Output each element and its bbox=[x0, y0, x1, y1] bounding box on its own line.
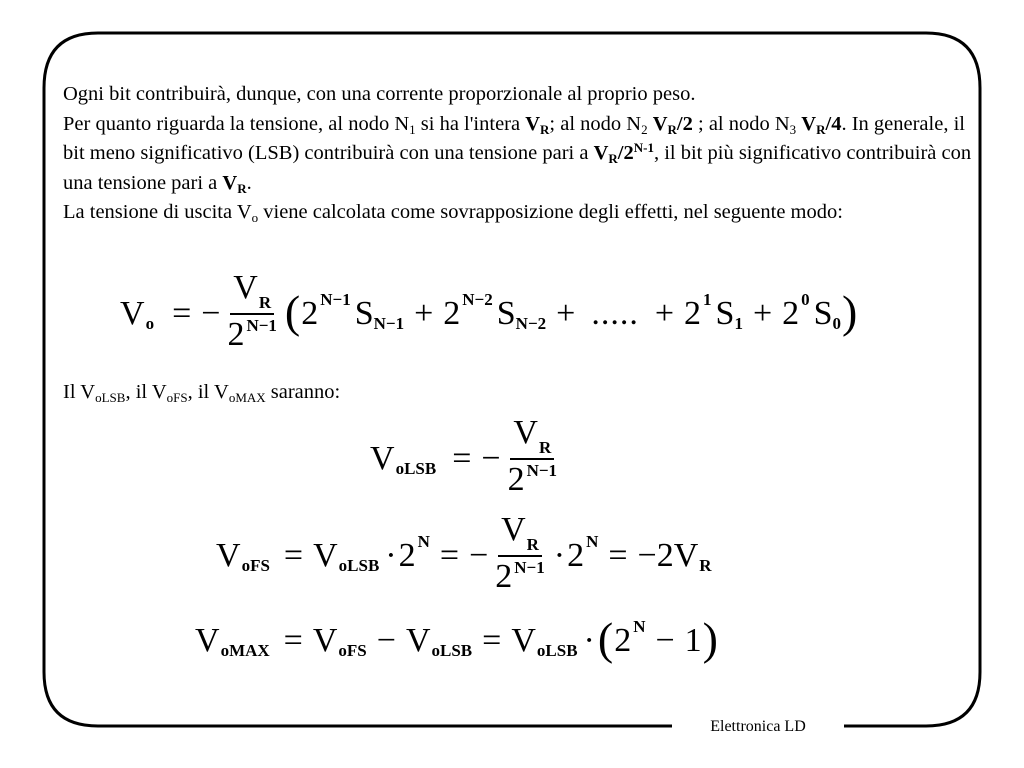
paragraph-output-voltage: La tensione di uscita $V_o$ viene calcolata come sovrapposizione degli effetti, nel seguente modo: bbox=[63, 201, 843, 225]
paragraph-currents: Ogni bit contribuirà, dunque, con una corrente proporzionale al proprio peso. bbox=[63, 83, 696, 105]
paragraph-vo-list: Il $V_{oLSB}$, il $V_{oFS}$, il $V_{oMAX}$ saranno: bbox=[63, 381, 341, 405]
equation-vomax: V oMAX = V oFS − V oLSB = V oLSB · ( 2 N − 1 ) bbox=[195, 613, 718, 664]
fraction-vr-over-2n1: $\frac{V_R}{2 ^{N-1}}$ bbox=[507, 414, 558, 498]
slide-body-text bbox=[63, 80, 978, 228]
equation-vofs: V oFS = V oLSB · 2 N = − $\frac{V_R}{2 ^{N-1}}$ · 2 N = −2V R bbox=[216, 510, 712, 602]
paragraph-voltage: Per quanto riguarda la tensione, al nodo $N_1$ si ha l'intera $V_R$; al nodo $N_2$ $V_R/2$ ; al nodo $N_3$ $V_R/4$. In generale, il bit meno significativo (LSB) contribuirà con una tensione pari a $V_R/2^{N-1}$, il bit più significativo contribuirà con una tensione pari a $V_R$. bbox=[63, 112, 972, 196]
equation-volsb: V oLSB = − $\frac{V_R}{2 ^{N-1}}$ bbox=[370, 413, 564, 505]
fraction-vr-over-2n1: $\frac{V_R}{2 ^{N-1}}$ bbox=[227, 269, 277, 353]
fraction-vr-over-2n1: $\frac{V_R}{2 ^{N-1}}$ bbox=[495, 511, 545, 595]
equation-vo-superposition: V o = − $\frac{V_R}{2 ^{N-1}}$ ( 2 N−1 S N−1 + 2 N−2 S N−2 + ..... + 2 1 S 1 + 2 0 S 0 ) bbox=[120, 268, 858, 360]
footer-label: Elettronica LD bbox=[672, 715, 844, 739]
